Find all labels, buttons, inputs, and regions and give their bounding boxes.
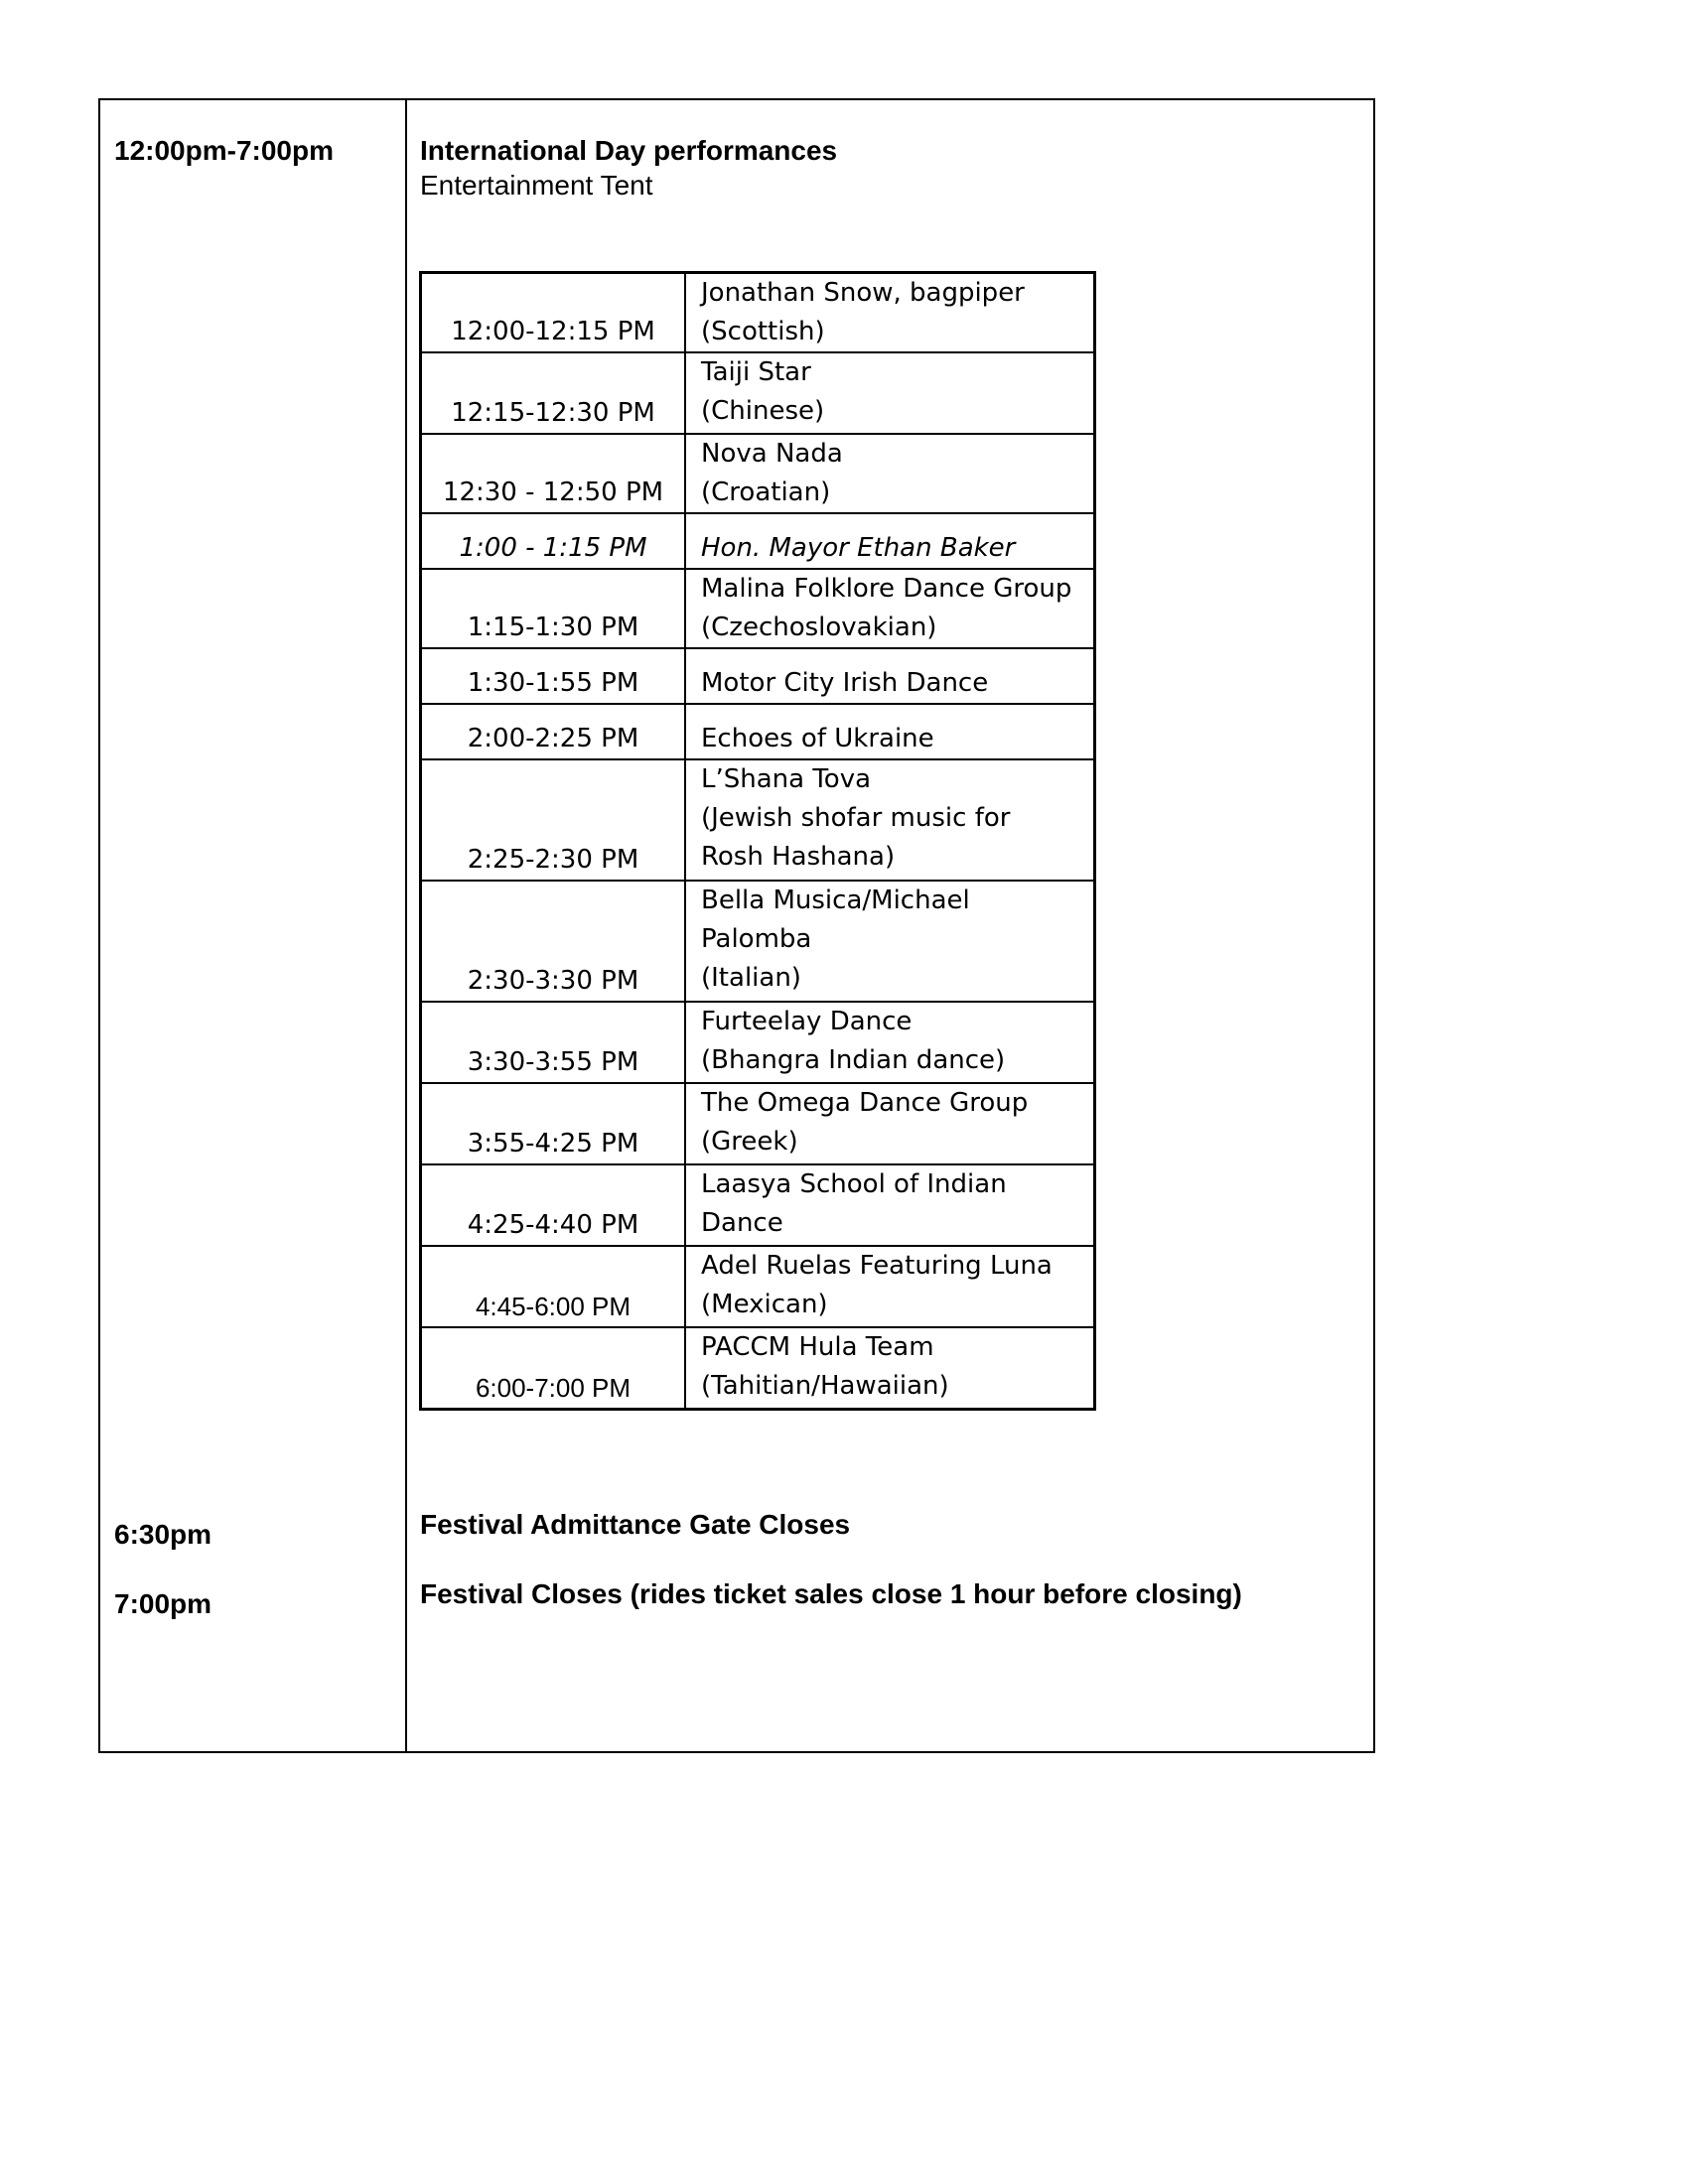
performance-act-line: (Italian) bbox=[701, 963, 801, 993]
performance-act-line: Bella Musica/Michael bbox=[701, 886, 970, 915]
performance-act-line: (Scottish) bbox=[701, 317, 825, 346]
table-row bbox=[421, 352, 1095, 434]
performance-time: 3:30-3:55 PM bbox=[421, 1002, 686, 1083]
performance-act-line: Dance bbox=[701, 1208, 783, 1238]
performance-act-line: Echoes of Ukraine bbox=[701, 724, 934, 753]
performance-act-line: (Croatian) bbox=[701, 478, 831, 507]
performance-time: 2:30-3:30 PM bbox=[421, 881, 686, 1002]
performance-act-line: L’Shana Tova bbox=[701, 764, 872, 794]
performance-time: 12:00-12:15 PM bbox=[421, 273, 686, 353]
performance-act bbox=[685, 881, 1095, 1002]
close-text: Festival Closes (rides ticket sales close 1 hour before closing) bbox=[420, 1578, 1242, 1609]
performance-act-line: Furteelay Dance bbox=[701, 1007, 913, 1036]
performance-time: 1:30-1:55 PM bbox=[421, 648, 686, 704]
performance-act-line: (Jewish shofar music for bbox=[701, 803, 1011, 833]
performance-act-line: Nova Nada bbox=[701, 439, 843, 469]
performance-act bbox=[685, 1327, 1095, 1409]
performance-act-line: Rosh Hashana) bbox=[701, 842, 896, 872]
gate-text: Festival Admittance Gate Closes bbox=[420, 1509, 851, 1540]
performance-act bbox=[685, 1246, 1095, 1327]
table-row bbox=[421, 513, 1095, 569]
performance-act-line: Hon. Mayor Ethan Baker bbox=[701, 533, 1016, 563]
table-row bbox=[421, 1164, 1095, 1246]
performance-act-line: Adel Ruelas Featuring Luna bbox=[701, 1251, 1053, 1281]
performance-act-line: (Greek) bbox=[701, 1127, 798, 1157]
performance-act-line: The Omega Dance Group bbox=[701, 1088, 1029, 1118]
performance-table bbox=[419, 271, 1096, 1411]
performance-time: 12:30 - 12:50 PM bbox=[421, 434, 686, 513]
performance-act-line: Motor City Irish Dance bbox=[701, 668, 989, 698]
main-location: Entertainment Tent bbox=[420, 170, 653, 201]
performance-time: 3:55-4:25 PM bbox=[421, 1083, 686, 1164]
performance-time: 12:15-12:30 PM bbox=[421, 352, 686, 434]
performance-act-line: Laasya School of Indian bbox=[701, 1169, 1007, 1199]
performance-act bbox=[685, 352, 1095, 434]
performance-act-line: (Czechoslovakian) bbox=[701, 613, 937, 642]
performance-act-line: (Chinese) bbox=[701, 396, 825, 426]
gate-time: 6:30pm bbox=[114, 1519, 212, 1550]
performance-time: 1:15-1:30 PM bbox=[421, 569, 686, 648]
performance-act bbox=[685, 704, 1095, 759]
performance-act bbox=[685, 513, 1095, 569]
main-time: 12:00pm-7:00pm bbox=[114, 135, 334, 166]
main-title: International Day performances bbox=[420, 135, 838, 166]
performance-act-line: Palomba bbox=[701, 924, 812, 954]
table-row bbox=[421, 1002, 1095, 1083]
table-row bbox=[421, 648, 1095, 704]
performance-act bbox=[685, 759, 1095, 881]
performance-act bbox=[685, 273, 1095, 353]
performance-time: 4:45-6:00 PM bbox=[421, 1246, 686, 1327]
column-divider bbox=[405, 98, 407, 1753]
performance-time: 4:25-4:40 PM bbox=[421, 1164, 686, 1246]
table-row bbox=[421, 569, 1095, 648]
performance-act-line: (Bhangra Indian dance) bbox=[701, 1045, 1006, 1075]
performance-act-line: Taiji Star bbox=[701, 357, 811, 387]
performance-act-line: (Tahitian/Hawaiian) bbox=[701, 1371, 949, 1401]
close-time: 7:00pm bbox=[114, 1588, 212, 1619]
table-row bbox=[421, 759, 1095, 881]
performance-act bbox=[685, 569, 1095, 648]
performance-act bbox=[685, 1083, 1095, 1164]
table-row bbox=[421, 881, 1095, 1002]
table-row bbox=[421, 273, 1095, 353]
performance-act bbox=[685, 434, 1095, 513]
performance-time: 2:00-2:25 PM bbox=[421, 704, 686, 759]
table-row bbox=[421, 1246, 1095, 1327]
performance-act-line: PACCM Hula Team bbox=[701, 1332, 934, 1362]
performance-act bbox=[685, 1002, 1095, 1083]
table-row bbox=[421, 1083, 1095, 1164]
performance-act bbox=[685, 1164, 1095, 1246]
performance-act-line: (Mexican) bbox=[701, 1290, 828, 1319]
performance-act-line: Jonathan Snow, bagpiper bbox=[701, 278, 1025, 308]
table-row bbox=[421, 1327, 1095, 1409]
performance-time: 1:00 - 1:15 PM bbox=[421, 513, 686, 569]
performance-act-line: Malina Folklore Dance Group bbox=[701, 574, 1072, 604]
table-row bbox=[421, 434, 1095, 513]
table-row bbox=[421, 704, 1095, 759]
performance-time: 6:00-7:00 PM bbox=[421, 1327, 686, 1409]
performance-act bbox=[685, 648, 1095, 704]
performance-time: 2:25-2:30 PM bbox=[421, 759, 686, 881]
